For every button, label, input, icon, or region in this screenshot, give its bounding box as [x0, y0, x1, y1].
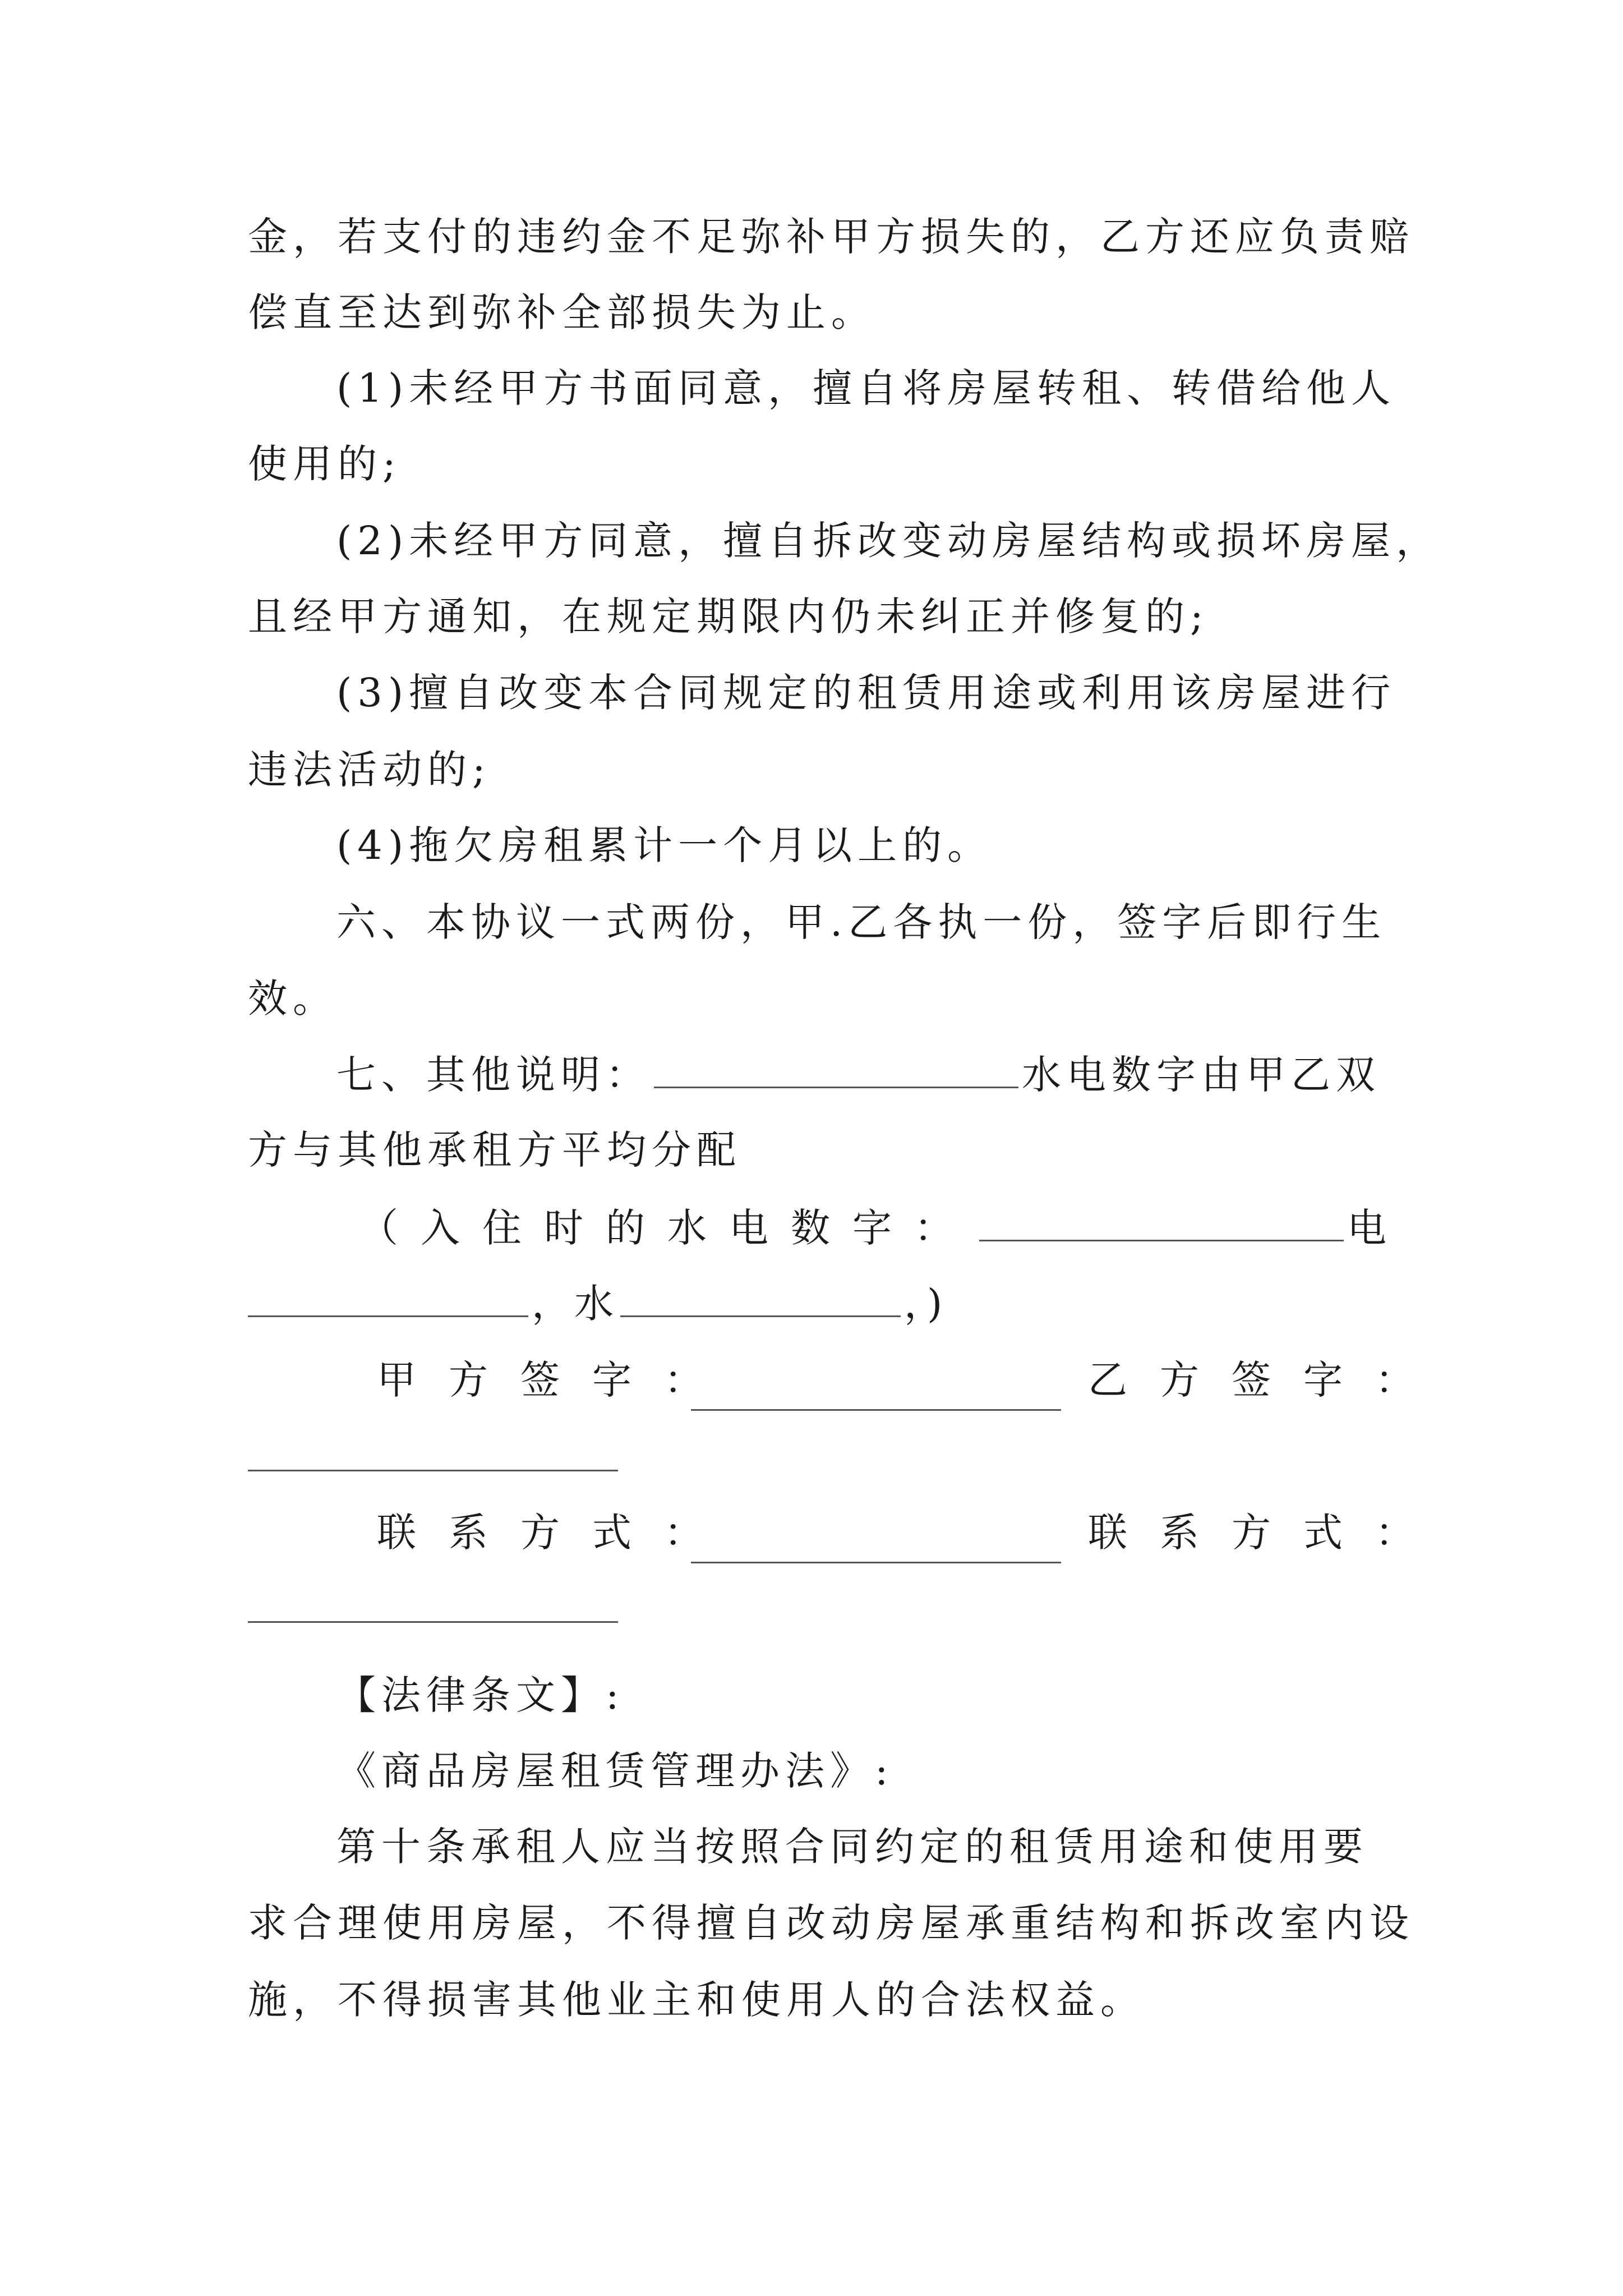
contact-a-blank[interactable]	[691, 1526, 1061, 1563]
contact-b-label: 联系方式：	[1088, 1510, 1447, 1556]
law-text-line: 求合理使用房屋，不得擅自改动房屋承重结构和拆改室内设	[248, 1900, 1414, 1946]
meter-elec-label: 电	[1347, 1205, 1409, 1251]
text-line: 金，若支付的违约金不足弥补甲方损失的，乙方还应负责赔	[248, 214, 1414, 260]
section-six: 六、本协议一式两份，甲.乙各执一份，签字后即行生	[336, 899, 1387, 945]
meter-label: （入住时的水电数字：	[359, 1205, 976, 1251]
other-note-blank[interactable]	[654, 1051, 1018, 1088]
text-line: 且经甲方通知，在规定期限内仍未纠正并修复的;	[248, 593, 1209, 639]
elec-blank[interactable]	[248, 1280, 528, 1317]
text-line: 效。	[248, 976, 338, 1022]
text-line: 违法活动的;	[248, 747, 491, 793]
meter-blank[interactable]	[979, 1204, 1344, 1241]
clause-4: (4)拖欠房租累计一个月以上的。	[336, 822, 993, 868]
law-text-line: 施，不得损害其他业主和使用人的合法权益。	[248, 1977, 1145, 2023]
meter-line	[359, 1204, 1409, 1254]
clause-1: (1)未经甲方书面同意，擅自将房屋转租、转借给他人	[336, 365, 1396, 411]
sign-a-label: 甲方签字：	[377, 1357, 736, 1403]
text-line: 方与其他承租方平均分配	[248, 1127, 741, 1173]
text-line: 偿直至达到弥补全部损失为止。	[248, 289, 876, 335]
meter-end: ，)	[904, 1281, 946, 1327]
meter-line-2	[248, 1280, 946, 1330]
sign-b-blank[interactable]	[248, 1464, 618, 1471]
water-blank[interactable]	[620, 1280, 901, 1317]
law-text-line: 第十条承租人应当按照合同约定的租赁用途和使用要	[336, 1824, 1368, 1870]
text-line: 使用的;	[248, 441, 402, 487]
sign-a-blank[interactable]	[691, 1373, 1061, 1411]
clause-2: (2)未经甲方同意，擅自拆改变动房屋结构或损坏房屋，	[336, 518, 1441, 564]
law-title: 《商品房屋租赁管理办法》:	[336, 1748, 894, 1794]
clause-3: (3)擅自改变本合同规定的租赁用途或利用该房屋进行	[336, 670, 1396, 716]
law-heading: 【法律条文】:	[336, 1672, 625, 1718]
water-label: ，水	[532, 1281, 617, 1327]
section-seven	[336, 1051, 1381, 1101]
other-note-label: 七、其他说明：	[336, 1052, 651, 1098]
other-note-suffix: 水电数字由甲乙双	[1022, 1052, 1381, 1098]
contact-b-blank[interactable]	[248, 1616, 618, 1623]
contact-a-label: 联系方式：	[377, 1510, 736, 1556]
sign-b-label: 乙方签字：	[1088, 1357, 1447, 1403]
